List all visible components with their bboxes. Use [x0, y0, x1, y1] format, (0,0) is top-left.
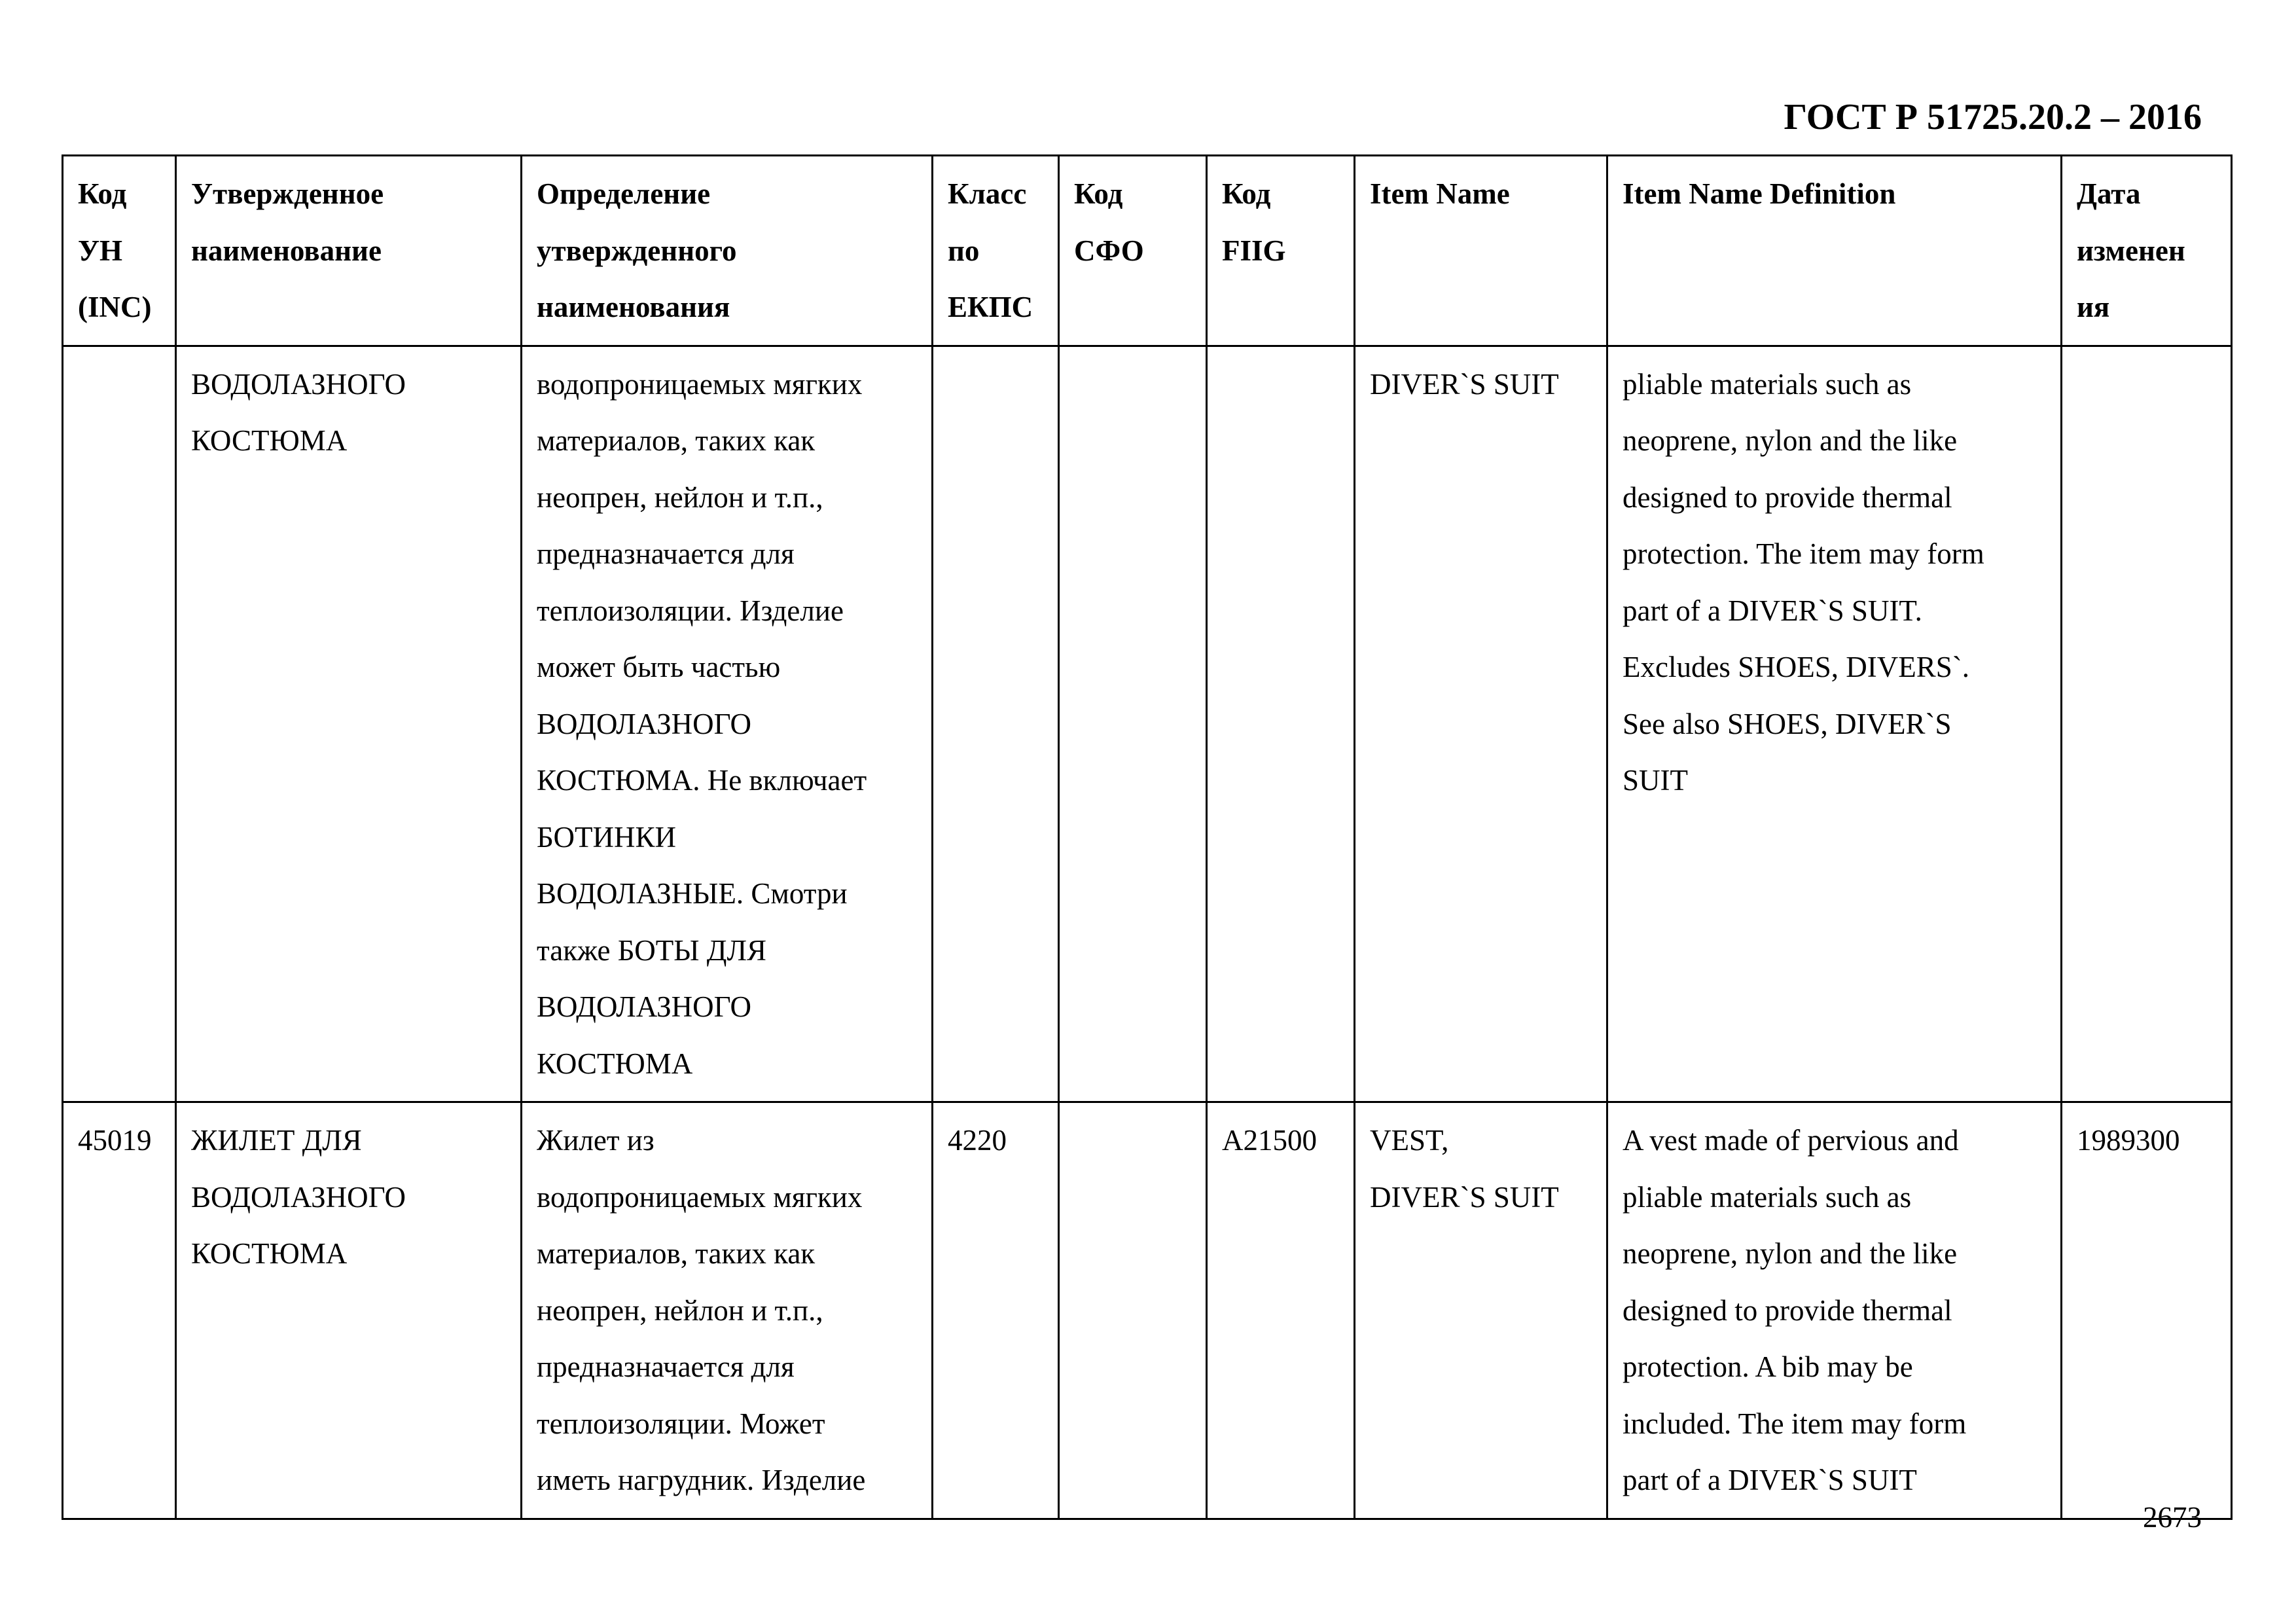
cell-sfo-code — [1059, 346, 1207, 1102]
cell-item-name-definition: A vest made of pervious and pliable materials such as neoprene, nylon and the like designed to provide thermal protection. A bib may be included. The item may form part of a DIVER`S SUIT — [1607, 1102, 2062, 1519]
column-header-fiig-code: Код FIIG — [1207, 156, 1355, 346]
cell-approved-name: ВОДОЛАЗНОГО КОСТЮМА — [176, 346, 522, 1102]
column-header-item-name: Item Name — [1355, 156, 1607, 346]
cell-inc: 45019 — [63, 1102, 176, 1519]
column-header-change-date: Дата изменен ия — [2062, 156, 2232, 346]
cell-change-date: 1989300 — [2062, 1102, 2232, 1519]
cell-item-name: DIVER`S SUIT — [1355, 346, 1607, 1102]
cell-ekps-class — [933, 346, 1059, 1102]
column-header-inc: Код УН (INC) — [63, 156, 176, 346]
column-header-definition-ru: Определение утвержденного наименования — [522, 156, 933, 346]
column-header-item-name-definition: Item Name Definition — [1607, 156, 2062, 346]
catalog-table — [62, 154, 2233, 1520]
cell-item-name-definition: pliable materials such as neoprene, nylon and the like designed to provide thermal protection. The item may form part of a DIVER`S SUIT. Excludes SHOES, DIVERS`. See also SHOES, DIVER`S SUIT — [1607, 346, 2062, 1102]
table-header-row — [63, 156, 2232, 346]
page-number: 2673 — [2143, 1501, 2202, 1534]
column-header-sfo-code: Код СФО — [1059, 156, 1207, 346]
cell-definition-ru: водопроницаемых мягких материалов, таких как неопрен, нейлон и т.п., предназначается для теплоизоляции. Изделие может быть частью ВОДОЛАЗНОГО КОСТЮМА. Не включает БОТИНКИ ВОДОЛАЗНЫЕ. Смотри также БОТЫ ДЛЯ ВОДОЛАЗНОГО КОСТЮМА — [522, 346, 933, 1102]
cell-fiig-code: A21500 — [1207, 1102, 1355, 1519]
table-row — [63, 346, 2232, 1102]
cell-ekps-class: 4220 — [933, 1102, 1059, 1519]
column-header-approved-name: Утвержденное наименование — [176, 156, 522, 346]
cell-definition-ru: Жилет из водопроницаемых мягких материалов, таких как неопрен, нейлон и т.п., предназначается для теплоизоляции. Может иметь нагрудник. Изделие — [522, 1102, 933, 1519]
cell-fiig-code — [1207, 346, 1355, 1102]
cell-approved-name: ЖИЛЕТ ДЛЯ ВОДОЛАЗНОГО КОСТЮМА — [176, 1102, 522, 1519]
cell-item-name: VEST, DIVER`S SUIT — [1355, 1102, 1607, 1519]
table-row — [63, 1102, 2232, 1519]
document-header: ГОСТ Р 51725.20.2 – 2016 — [1784, 97, 2202, 137]
column-header-ekps-class: Класс по ЕКПС — [933, 156, 1059, 346]
cell-sfo-code — [1059, 1102, 1207, 1519]
cell-change-date — [2062, 346, 2232, 1102]
cell-inc — [63, 346, 176, 1102]
